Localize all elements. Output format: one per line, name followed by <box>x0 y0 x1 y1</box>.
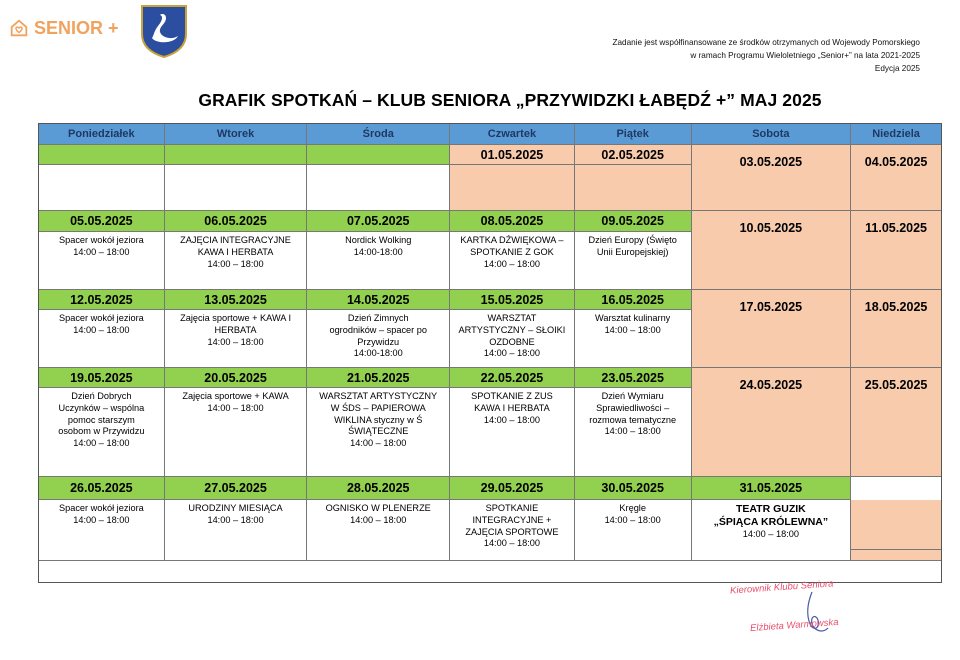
handwritten-signature-icon <box>720 578 910 648</box>
event-time: 14:00 – 18:00 <box>604 514 661 525</box>
funding-line: Edycja 2025 <box>874 64 920 73</box>
event-cell <box>307 500 450 561</box>
weekend-cell <box>851 368 941 477</box>
date-label: 10.05.2025 <box>739 221 803 235</box>
day-header: Czwartek <box>450 124 575 145</box>
event-title: KARTKA DŹWIĘKOWA – SPOTKANIE Z GOK <box>460 235 564 257</box>
event-time: 14:00 – 18:00 <box>73 246 130 257</box>
day-header: Niedziela <box>851 124 941 145</box>
date-label: 04.05.2025 <box>864 155 928 169</box>
event-time: 14:00-18:00 <box>353 246 403 257</box>
event-time: 14:00 – 18:00 <box>207 336 264 347</box>
weekend-cell <box>692 290 852 368</box>
event-time: 14:00 – 18:00 <box>207 514 264 525</box>
date-cell: 31.05.2025 <box>692 477 852 500</box>
event-cell <box>165 165 308 211</box>
funding-note <box>500 36 920 75</box>
event-cell <box>307 388 450 477</box>
event-time: 14:00 – 18:00 <box>483 538 541 549</box>
event-title: URODZINY MIESIĄCA <box>188 503 283 513</box>
date-cell: 23.05.2025 <box>575 368 692 388</box>
event-title: SPOTKANIE INTEGRACYJNE + ZAJĘCIA SPORTOWE <box>465 503 559 537</box>
date-cell: 30.05.2025 <box>575 477 692 500</box>
event-title: Nordick Wolking <box>345 235 412 245</box>
blank-cell <box>851 477 941 500</box>
date-cell <box>165 145 308 165</box>
event-time: 14:00 – 18:00 <box>604 426 661 437</box>
event-cell <box>575 165 692 211</box>
event-cell <box>450 500 575 561</box>
event-time: 14:00 – 18:00 <box>483 348 541 359</box>
date-cell: 26.05.2025 <box>39 477 165 500</box>
date-cell <box>39 145 165 165</box>
event-time: 14:00-18:00 <box>353 348 403 359</box>
event-time: 14:00 – 18:00 <box>350 438 407 449</box>
event-title: TEATR GUZIK „ŚPIĄCA KRÓLEWNA” <box>713 503 829 528</box>
event-cell <box>575 500 692 561</box>
funding-line: w ramach Programu Wieloletniego „Senior+” na lata 2021-2025 <box>690 51 920 60</box>
date-cell <box>307 145 450 165</box>
date-cell: 07.05.2025 <box>307 211 450 232</box>
event-cell <box>39 310 165 368</box>
event-time: 14:00 – 18:00 <box>73 514 130 525</box>
date-cell: 06.05.2025 <box>165 211 308 232</box>
event-title: ZAJĘCIA INTEGRACYJNE KAWA I HERBATA <box>180 235 291 257</box>
event-cell <box>39 232 165 290</box>
swan-crest-icon <box>140 4 188 58</box>
signature-block <box>720 578 910 648</box>
event-cell <box>575 310 692 368</box>
date-label: 11.05.2025 <box>865 221 928 235</box>
date-cell: 28.05.2025 <box>307 477 450 500</box>
date-cell: 01.05.2025 <box>450 145 575 165</box>
date-cell: 16.05.2025 <box>575 290 692 310</box>
date-cell: 12.05.2025 <box>39 290 165 310</box>
event-title: Dzień Dobrych Uczynków – wspólna pomoc starszym osobom w Przywidzu <box>58 391 145 437</box>
date-label: 24.05.2025 <box>739 378 803 392</box>
weekend-cell <box>692 145 852 211</box>
weekend-cell <box>851 145 941 211</box>
date-cell: 20.05.2025 <box>165 368 308 388</box>
day-header: Wtorek <box>165 124 308 145</box>
day-header: Środa <box>307 124 450 145</box>
event-cell <box>165 388 308 477</box>
date-cell: 19.05.2025 <box>39 368 165 388</box>
event-cell <box>450 232 575 290</box>
event-title: Spacer wokół jeziora <box>58 313 144 323</box>
signature-name: Elżbieta Warmowska <box>749 616 839 635</box>
schedule-table <box>38 123 942 583</box>
event-cell <box>39 165 165 211</box>
event-cell <box>39 388 165 477</box>
date-cell: 09.05.2025 <box>575 211 692 232</box>
weekend-cell <box>851 290 941 368</box>
date-label: 18.05.2025 <box>864 300 928 314</box>
date-label: 25.05.2025 <box>864 378 928 392</box>
event-cell <box>307 232 450 290</box>
day-header: Piątek <box>575 124 692 145</box>
event-title: Zajęcia sportowe + KAWA <box>182 391 289 401</box>
date-label: 03.05.2025 <box>739 155 803 169</box>
event-time: 14:00 – 18:00 <box>207 258 264 269</box>
date-label: 17.05.2025 <box>739 300 803 314</box>
weekend-cell <box>692 368 852 477</box>
event-cell <box>575 232 692 290</box>
page-title: GRAFIK SPOTKAŃ – KLUB SENIORA „PRZYWIDZKI ŁABĘDŹ +” MAJ 2025 <box>198 90 822 110</box>
event-title: Zajęcia sportowe + KAWA I HERBATA <box>180 313 291 335</box>
event-cell <box>450 388 575 477</box>
event-title: WARSZTAT ARTYSTYCZNY – SŁOIKI OZDOBNE <box>458 313 566 347</box>
event-cell <box>165 500 308 561</box>
date-cell: 14.05.2025 <box>307 290 450 310</box>
event-title: WARSZTAT ARTYSTYCZNY W ŚDS – PAPIEROWA WIKLINA styczny w Ś ŚWIĄTECZNE <box>319 391 438 437</box>
event-title: Dzień Wymiaru Sprawiedliwości – rozmowa tematyczne <box>589 391 677 425</box>
event-title: Kręgle <box>619 503 646 513</box>
date-cell: 05.05.2025 <box>39 211 165 232</box>
event-time: 14:00 – 18:00 <box>73 438 130 449</box>
funding-line: Zadanie jest współfinansowane ze środków otrzymanych od Wojewody Pomorskiego <box>612 38 920 47</box>
date-cell: 21.05.2025 <box>307 368 450 388</box>
event-time: 14:00 – 18:00 <box>483 258 541 269</box>
event-time: 14:00 – 18:00 <box>742 529 799 539</box>
event-cell <box>307 165 450 211</box>
event-title: OGNISKO W PLENERZE <box>325 503 431 513</box>
event-title: Dzień Europy (Święto Unii Europejskiej) <box>588 235 677 257</box>
event-cell <box>450 165 575 211</box>
event-time: 14:00 – 18:00 <box>604 324 661 335</box>
event-time: 14:00 – 18:00 <box>73 324 130 335</box>
event-title: Dzień Zimnych ogrodników – spacer po Przywidzu <box>329 313 428 347</box>
date-cell: 08.05.2025 <box>450 211 575 232</box>
event-time: 14:00 – 18:00 <box>207 402 264 413</box>
event-cell <box>307 310 450 368</box>
date-cell: 02.05.2025 <box>575 145 692 165</box>
event-cell <box>165 232 308 290</box>
event-title: Spacer wokół jeziora <box>58 235 144 245</box>
heart-home-icon <box>8 17 30 39</box>
event-cell <box>450 310 575 368</box>
day-header: Sobota <box>692 124 852 145</box>
event-cell <box>575 388 692 477</box>
event-cell <box>39 500 165 561</box>
weekend-cell <box>692 211 852 290</box>
event-title: SPOTKANIE Z ZUS KAWA I HERBATA <box>471 391 553 413</box>
event-time: 14:00 – 18:00 <box>483 414 541 425</box>
event-title: Warsztat kulinarny <box>595 313 671 323</box>
event-cell <box>692 500 852 561</box>
date-cell: 22.05.2025 <box>450 368 575 388</box>
date-cell: 13.05.2025 <box>165 290 308 310</box>
weekend-cell <box>851 211 941 290</box>
weekend-cell <box>851 500 941 550</box>
date-cell: 15.05.2025 <box>450 290 575 310</box>
senior-plus-logo <box>8 14 119 42</box>
event-title: Spacer wokół jeziora <box>58 503 144 513</box>
event-cell <box>165 310 308 368</box>
date-cell: 29.05.2025 <box>450 477 575 500</box>
date-cell: 27.05.2025 <box>165 477 308 500</box>
day-header: Poniedziałek <box>39 124 165 145</box>
signature-role: Kierownik Klubu Seniora <box>729 578 834 597</box>
event-time: 14:00 – 18:00 <box>350 514 407 525</box>
logo-text: SENIOR + <box>34 17 119 38</box>
